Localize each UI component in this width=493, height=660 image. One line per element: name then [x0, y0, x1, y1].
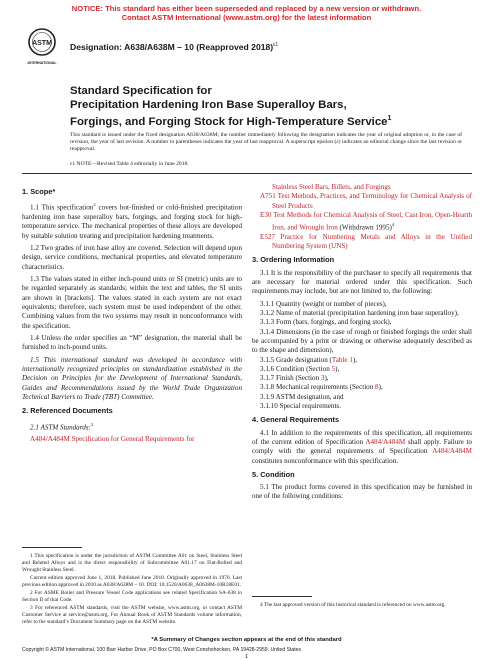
- reference-a484: A484/A484M Specification for General Requirements for: [30, 435, 195, 444]
- footnote-3: 3 For referenced ASTM standards, visit the ASTM website, www.astm.org, or contact ASTM Customer Service at service@astm.org. For Annual Book of ASTM Standards volume information, refer to the standard’s Document Summary page on the ASTM website.: [22, 604, 242, 625]
- list-item: 3.1.2 Name of material (precipitation hardening iron base superalloy),: [260, 309, 459, 318]
- designation: Designation: A638/A638M – 10 (Reapproved 2018)$^{\varepsilon 1}$: [70, 42, 279, 52]
- section-1-heading: 1. Scope*: [22, 187, 56, 196]
- ref-link-a751[interactable]: A751: [260, 192, 276, 201]
- para-1-3: 1.3 The values stated in either inch-pound units or SI (metric) units are to be regarded separately as standards; within the text and tables, the SI units are shown in [brackets]. The values stated in each system are not exact equivalents; therefore, each system must be used independent of the other. Combining values from the two systems may result in nonconformance with the specification.: [22, 275, 242, 330]
- section-5-heading: 5. Condition: [252, 469, 295, 479]
- link-table-1[interactable]: Table 1: [331, 355, 353, 364]
- title-line-2: Precipitation Hardening Iron Base Superalloy Bars,: [70, 99, 347, 111]
- link-a484-1[interactable]: A484/A484M: [365, 437, 406, 446]
- list-item: 3.1.6 Condition (Section 5),: [260, 364, 340, 373]
- astm-logo: [27, 27, 57, 67]
- ref-link-e30[interactable]: E30: [260, 210, 272, 219]
- section-3-heading: 3. Ordering Information: [252, 255, 335, 265]
- footnote-4: 4 The last approved version of this historical standard is referenced on www.astm.org.: [260, 602, 446, 608]
- page-number: 1: [244, 654, 249, 660]
- footnotes-right: [252, 602, 472, 610]
- para-1-4: 1.4 Unless the order specifies an “M” designation, the material shall be furnished to inch-pound units.: [22, 334, 242, 352]
- list-item: 3.1.7 Finish (Section 3),: [260, 374, 329, 383]
- document-title: [70, 84, 470, 129]
- footnotes-left: [22, 553, 242, 627]
- link-section-3[interactable]: 3: [320, 374, 325, 383]
- link-section-8[interactable]: 8: [375, 383, 379, 392]
- para-1-1: 1.1 This specification$^2$ covers hot-finished or cold-finished precipitation hardening iron base superalloy bars, forgings, and forging stock for high-temperature service. The mechanical properties of these alloys are developed by suitable solution treating and precipitation hardening treatments.: [22, 202, 242, 240]
- section-4-heading: 4. General Requirements: [252, 415, 340, 425]
- list-item: 3.1.1 Quantity (weight or number of pieces),: [260, 299, 387, 308]
- list-item: 3.1.3 Form (bars, forgings, and forging stock),: [260, 318, 392, 327]
- para-2-1: 2.1 ASTM Standards:$^3$: [30, 421, 94, 431]
- para-1-5: 1.5 This international standard was developed in accordance with internationally recognized principles on standardization established in the Decision on Principles for the Development of International Standards, Guides and Recommendations issued by the World Trade Organization Technical Barriers to Trade (TBT) Committee.: [22, 355, 242, 402]
- left-column: [22, 183, 242, 445]
- title-line-1: Standard Specification for: [70, 85, 212, 97]
- footnote-1b: Current edition approved June 1, 2018. Published June 2018. Originally approved in 1970. Last previous edition approved in 2010 as A638/A638M – 10. DOI: 10.1520/A0638_A0638M-10R18E01.: [22, 574, 242, 588]
- reference-e30: E30 Test Methods for Chemical Analysis of Steel, Cast Iron, Open-Hearth Iron, and Wrought Iron (Withdrawn 1995)$^4$: [260, 210, 472, 232]
- footnote-2: 2 For ASME Boiler and Pressure Vessel Code applications see related Specification SA-638 in Section II of that Code.: [22, 589, 242, 603]
- list-item: 3.1.4 Dimensions (in the case of rough or finished forgings the order shall be accompanied by a print or drawing or otherwise adequately described as to the shape and dimension),: [252, 327, 472, 355]
- header-divider: [22, 173, 472, 174]
- link-a484-2[interactable]: A484/A484M: [432, 447, 472, 456]
- section-2-heading: 2. Referenced Documents: [22, 406, 113, 416]
- reference-e527: E527 Practice for Numbering Metals and Alloys in the Unified Numbering System (UNS): [260, 232, 472, 251]
- notice-line-1: NOTICE: This standard has either been superseded and replaced by a new version or withdrawn.: [71, 4, 422, 13]
- list-item: 3.1.8 Mechanical requirements (Section 8),: [260, 383, 383, 392]
- para-3-1: 3.1 It is the responsibility of the purchaser to specify all requirements that are necessary for material ordered under this specification. Such requirements may include, but are not limited to, the following:: [252, 268, 472, 296]
- list-item: 3.1.9 ASTM designation, and: [260, 392, 344, 401]
- reference-a484-cont: Stainless Steel Bars, Billets, and Forgings: [272, 183, 391, 191]
- editorial-note: ε1 NOTE—Revised Table 4 editorially in June 2018.: [70, 161, 189, 167]
- para-5-1: 5.1 The product forms covered in this specification may be furnished in one of the following conditions:: [252, 483, 472, 501]
- svg-text:ASTM: ASTM: [32, 40, 52, 47]
- ref-link-e527[interactable]: E527: [260, 232, 275, 241]
- footnote-1: 1 This specification is under the jurisdiction of ASTM Committee A01 on Steel, Stainless Steel and Related Alloys and is the direct responsibility of Subcommittee A01.17 on Flat-Rolled and Wrought Stainless Steel.: [22, 553, 242, 573]
- right-column: [252, 183, 472, 505]
- summary-of-changes-note: *A Summary of Changes section appears at the end of this standard: [151, 637, 342, 643]
- para-1-2: 1.2 Two grades of iron base alloy are covered. Selection will depend upon design, service conditions, mechanical properties, and elevated temperature characteristics.: [22, 244, 242, 271]
- ref-link-a484[interactable]: A484/A484M: [30, 435, 70, 444]
- reference-a751: A751 Test Methods, Practices, and Terminology for Chemical Analysis of Steel Products: [260, 192, 472, 210]
- title-line-3: Forgings, and Forging Stock for High-Temperature Service$^1$: [70, 115, 392, 128]
- link-section-5[interactable]: 5: [331, 364, 336, 373]
- list-item: 3.1.5 Grade designation (Table 1),: [260, 355, 358, 364]
- footnote-divider-left: [22, 547, 82, 548]
- astm-logo-icon: [27, 27, 57, 67]
- notice-line-2: Contact ASTM International (www.astm.org) for the latest information: [121, 13, 372, 22]
- copyright: Copyright © ASTM International, 100 Barr Harbor Drive, PO Box C700, West Conshohocken, PA 19428-2959. United States: [22, 647, 302, 653]
- list-item: 3.1.10 Special requirements.: [260, 402, 341, 411]
- svg-text:INTERNATIONAL: INTERNATIONAL: [27, 61, 57, 65]
- footnote-divider-right: [252, 596, 312, 597]
- para-4-1: 4.1 In addition to the requirements of this specification, all requirements of the current edition of Specification A484/A484M shall apply. Failure to comply with the general requirements of Specification A484/A484M constitutes nonconformance with this specification.: [252, 428, 472, 465]
- issuance-statement: This standard is issued under the fixed designation A638/A638M; the number immediately following the designation indicates the year of original adoption or, in the case of revision, the year of last revision. A number in parentheses indicates the year of last reapproval. A superscript epsilon (ε) indicates an editorial change since the last revision or reapproval.: [70, 132, 462, 153]
